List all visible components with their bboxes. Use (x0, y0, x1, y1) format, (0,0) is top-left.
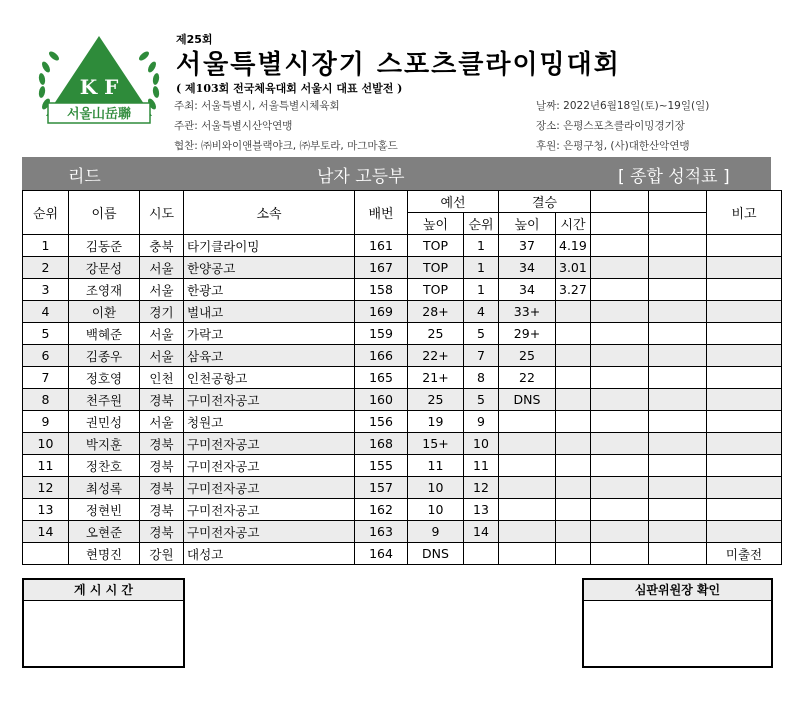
cell-rank: 11 (23, 455, 69, 477)
cell-q-height: TOP (408, 257, 464, 279)
cell-bib: 167 (355, 257, 408, 279)
cell-q-rank: 7 (464, 345, 499, 367)
cell-bib: 165 (355, 367, 408, 389)
table-row (23, 323, 782, 345)
cell-q-rank: 10 (464, 433, 499, 455)
results-banner (22, 157, 771, 190)
cell-rank: 14 (23, 521, 69, 543)
cell-q-rank: 13 (464, 499, 499, 521)
cell-note (707, 323, 782, 345)
cell-affiliation: 구미전자공고 (184, 477, 355, 499)
cell-q-rank: 9 (464, 411, 499, 433)
cell-q-rank: 1 (464, 257, 499, 279)
cell-f-time (556, 345, 591, 367)
cell-blank (591, 257, 649, 279)
cell-f-time (556, 499, 591, 521)
col-blank-3 (591, 213, 649, 235)
cell-f-time: 3.01 (556, 257, 591, 279)
col-name: 이름 (69, 191, 140, 235)
cell-affiliation: 구미전자공고 (184, 433, 355, 455)
cell-rank: 4 (23, 301, 69, 323)
cell-name: 천주원 (69, 389, 140, 411)
cell-name: 현명진 (69, 543, 140, 565)
cell-q-rank: 5 (464, 389, 499, 411)
cell-rank: 7 (23, 367, 69, 389)
cell-blank (649, 279, 707, 301)
col-affiliation: 소속 (184, 191, 355, 235)
cell-bib: 157 (355, 477, 408, 499)
cell-note (707, 279, 782, 301)
cell-f-time (556, 433, 591, 455)
cell-region: 서울 (140, 257, 184, 279)
cell-q-height: 25 (408, 389, 464, 411)
cell-affiliation: 대성고 (184, 543, 355, 565)
col-bib: 배번 (355, 191, 408, 235)
table-row (23, 279, 782, 301)
col-rank: 순위 (23, 191, 69, 235)
cell-blank (649, 257, 707, 279)
cell-q-height: 10 (408, 477, 464, 499)
cell-name: 김동준 (69, 235, 140, 257)
cell-affiliation: 가락고 (184, 323, 355, 345)
cell-note (707, 367, 782, 389)
cell-blank (649, 367, 707, 389)
cell-f-time (556, 477, 591, 499)
cell-affiliation: 벌내고 (184, 301, 355, 323)
cell-rank: 8 (23, 389, 69, 411)
cell-affiliation: 청원고 (184, 411, 355, 433)
cell-blank (591, 411, 649, 433)
cell-blank (649, 477, 707, 499)
cell-region: 서울 (140, 345, 184, 367)
table-row (23, 411, 782, 433)
cell-blank (649, 411, 707, 433)
cell-f-height: DNS (499, 389, 556, 411)
table-row (23, 235, 782, 257)
event-subtitle: ( 제103회 전국체육대회 서울시 대표 선발전 ) (176, 82, 403, 95)
event-title: 서울특별시장기 스포츠클라이밍대회 (176, 50, 621, 80)
cell-blank (649, 301, 707, 323)
cell-blank (591, 433, 649, 455)
cell-blank (649, 345, 707, 367)
cell-q-height: 10 (408, 499, 464, 521)
cell-f-height: 29+ (499, 323, 556, 345)
cell-f-time (556, 301, 591, 323)
col-f-time: 시간 (556, 213, 591, 235)
cell-affiliation: 한광고 (184, 279, 355, 301)
cell-q-rank: 12 (464, 477, 499, 499)
cell-f-time (556, 521, 591, 543)
table-row (23, 433, 782, 455)
cell-name: 김종우 (69, 345, 140, 367)
cell-q-height: TOP (408, 235, 464, 257)
cell-q-height: DNS (408, 543, 464, 565)
edition-label: 제25회 (176, 33, 213, 46)
cell-bib: 161 (355, 235, 408, 257)
cell-affiliation: 삼육고 (184, 345, 355, 367)
posting-time-box (22, 578, 185, 668)
cell-note (707, 521, 782, 543)
cell-note (707, 389, 782, 411)
cell-bib: 168 (355, 433, 408, 455)
cell-name: 최성록 (69, 477, 140, 499)
cell-rank: 3 (23, 279, 69, 301)
cell-f-height: 37 (499, 235, 556, 257)
cell-blank (591, 455, 649, 477)
cell-q-height: 19 (408, 411, 464, 433)
cell-blank (591, 323, 649, 345)
cell-affiliation: 구미전자공고 (184, 499, 355, 521)
cell-region: 서울 (140, 411, 184, 433)
cell-blank (591, 477, 649, 499)
cell-q-rank: 1 (464, 235, 499, 257)
cell-region: 서울 (140, 323, 184, 345)
cell-f-height: 34 (499, 279, 556, 301)
cell-q-rank (464, 543, 499, 565)
judge-confirm-label: 심판위원장 확인 (584, 580, 771, 601)
sheet-label: [ 종합 성적표 ] (618, 167, 730, 187)
cell-blank (649, 433, 707, 455)
cell-region: 경북 (140, 477, 184, 499)
cell-bib: 164 (355, 543, 408, 565)
sponsor-info: 협찬: ㈜비와이앤블랙야크, ㈜부토라, 마그마홀드 (174, 140, 398, 152)
cell-rank: 6 (23, 345, 69, 367)
table-row (23, 477, 782, 499)
col-qualification: 예선 (408, 191, 499, 213)
cell-f-time (556, 411, 591, 433)
cell-region: 경북 (140, 499, 184, 521)
results-table (22, 190, 782, 565)
col-blank-2 (649, 191, 707, 213)
table-row (23, 521, 782, 543)
cell-f-height (499, 411, 556, 433)
cell-f-height (499, 543, 556, 565)
cell-note (707, 301, 782, 323)
cell-blank (649, 543, 707, 565)
date-info: 날짜: 2022년6월18일(토)~19일(일) (536, 100, 710, 112)
cell-affiliation: 구미전자공고 (184, 389, 355, 411)
cell-affiliation: 타기클라이밍 (184, 235, 355, 257)
col-blank-4 (649, 213, 707, 235)
cell-name: 조영재 (69, 279, 140, 301)
cell-q-height: TOP (408, 279, 464, 301)
table-row (23, 257, 782, 279)
cell-bib: 163 (355, 521, 408, 543)
cell-affiliation: 한양공고 (184, 257, 355, 279)
cell-note (707, 499, 782, 521)
host-info: 주최: 서울특별시, 서울특별시체육회 (174, 100, 340, 112)
cell-blank (649, 455, 707, 477)
cell-note (707, 235, 782, 257)
col-f-height: 높이 (499, 213, 556, 235)
cell-note (707, 433, 782, 455)
cell-region: 경북 (140, 433, 184, 455)
cell-f-height (499, 455, 556, 477)
cell-blank (591, 521, 649, 543)
table-row (23, 367, 782, 389)
cell-blank (649, 235, 707, 257)
col-region: 시도 (140, 191, 184, 235)
cell-f-height (499, 521, 556, 543)
cell-q-height: 15+ (408, 433, 464, 455)
cell-blank (649, 499, 707, 521)
cell-blank (591, 235, 649, 257)
cell-f-time (556, 323, 591, 345)
cell-f-time (556, 389, 591, 411)
cell-f-height (499, 433, 556, 455)
discipline-label: 리드 (68, 167, 101, 187)
table-row (23, 301, 782, 323)
cell-note (707, 455, 782, 477)
cell-f-height (499, 477, 556, 499)
cell-region: 경북 (140, 389, 184, 411)
table-row (23, 455, 782, 477)
cell-note: 미출전 (707, 543, 782, 565)
cell-q-rank: 8 (464, 367, 499, 389)
cell-name: 오현준 (69, 521, 140, 543)
cell-f-height: 34 (499, 257, 556, 279)
category-label: 남자 고등부 (317, 167, 405, 187)
cell-q-height: 22+ (408, 345, 464, 367)
cell-rank: 1 (23, 235, 69, 257)
logo-kf-text: K F (79, 75, 119, 99)
cell-f-time (556, 455, 591, 477)
cell-blank (591, 499, 649, 521)
cell-bib: 155 (355, 455, 408, 477)
cell-rank: 9 (23, 411, 69, 433)
organizer-info: 주관: 서울특별시산악연맹 (174, 120, 293, 132)
cell-f-time (556, 543, 591, 565)
cell-blank (591, 301, 649, 323)
cell-note (707, 477, 782, 499)
support-info: 후원: 은평구청, (사)대한산악연맹 (536, 140, 690, 152)
cell-q-rank: 1 (464, 279, 499, 301)
col-q-rank: 순위 (464, 213, 499, 235)
cell-f-height: 25 (499, 345, 556, 367)
cell-rank (23, 543, 69, 565)
cell-name: 정호영 (69, 367, 140, 389)
table-row (23, 345, 782, 367)
cell-q-height: 21+ (408, 367, 464, 389)
cell-region: 서울 (140, 279, 184, 301)
table-row (23, 499, 782, 521)
cell-region: 경북 (140, 455, 184, 477)
cell-q-height: 28+ (408, 301, 464, 323)
cell-q-height: 11 (408, 455, 464, 477)
cell-bib: 160 (355, 389, 408, 411)
cell-rank: 2 (23, 257, 69, 279)
logo-seoul-text: 서울山岳聯 (66, 107, 132, 122)
cell-bib: 159 (355, 323, 408, 345)
cell-bib: 158 (355, 279, 408, 301)
cell-q-height: 9 (408, 521, 464, 543)
cell-rank: 5 (23, 323, 69, 345)
cell-name: 정찬호 (69, 455, 140, 477)
cell-affiliation: 구미전자공고 (184, 455, 355, 477)
cell-blank (591, 367, 649, 389)
cell-region: 경북 (140, 521, 184, 543)
cell-note (707, 257, 782, 279)
cell-blank (649, 389, 707, 411)
table-row (23, 543, 782, 565)
cell-name: 권민성 (69, 411, 140, 433)
cell-q-rank: 4 (464, 301, 499, 323)
cell-f-height (499, 499, 556, 521)
cell-f-height: 22 (499, 367, 556, 389)
cell-blank (649, 323, 707, 345)
cell-bib: 162 (355, 499, 408, 521)
col-final: 결승 (499, 191, 591, 213)
cell-f-height: 33+ (499, 301, 556, 323)
cell-bib: 156 (355, 411, 408, 433)
cell-affiliation: 인천공항고 (184, 367, 355, 389)
cell-region: 강원 (140, 543, 184, 565)
cell-region: 경기 (140, 301, 184, 323)
cell-q-rank: 5 (464, 323, 499, 345)
cell-bib: 169 (355, 301, 408, 323)
cell-blank (591, 345, 649, 367)
col-q-height: 높이 (408, 213, 464, 235)
cell-rank: 13 (23, 499, 69, 521)
cell-note (707, 411, 782, 433)
cell-blank (649, 521, 707, 543)
table-row (23, 389, 782, 411)
kf-seoul-logo (34, 34, 164, 130)
col-blank-1 (591, 191, 649, 213)
cell-q-rank: 11 (464, 455, 499, 477)
cell-name: 백혜준 (69, 323, 140, 345)
judge-confirm-box (582, 578, 773, 668)
cell-rank: 12 (23, 477, 69, 499)
cell-f-time (556, 367, 591, 389)
cell-blank (591, 389, 649, 411)
col-note: 비고 (707, 191, 782, 235)
cell-affiliation: 구미전자공고 (184, 521, 355, 543)
cell-name: 정현빈 (69, 499, 140, 521)
posting-time-label: 게 시 시 간 (24, 580, 183, 601)
cell-q-height: 25 (408, 323, 464, 345)
cell-region: 충북 (140, 235, 184, 257)
cell-note (707, 345, 782, 367)
cell-region: 인천 (140, 367, 184, 389)
cell-blank (591, 279, 649, 301)
cell-blank (591, 543, 649, 565)
cell-bib: 166 (355, 345, 408, 367)
venue-info: 장소: 은평스포츠클라이밍경기장 (536, 120, 685, 132)
cell-q-rank: 14 (464, 521, 499, 543)
cell-name: 이환 (69, 301, 140, 323)
cell-rank: 10 (23, 433, 69, 455)
cell-name: 강문성 (69, 257, 140, 279)
cell-f-time: 4.19 (556, 235, 591, 257)
cell-name: 박지훈 (69, 433, 140, 455)
cell-f-time: 3.27 (556, 279, 591, 301)
